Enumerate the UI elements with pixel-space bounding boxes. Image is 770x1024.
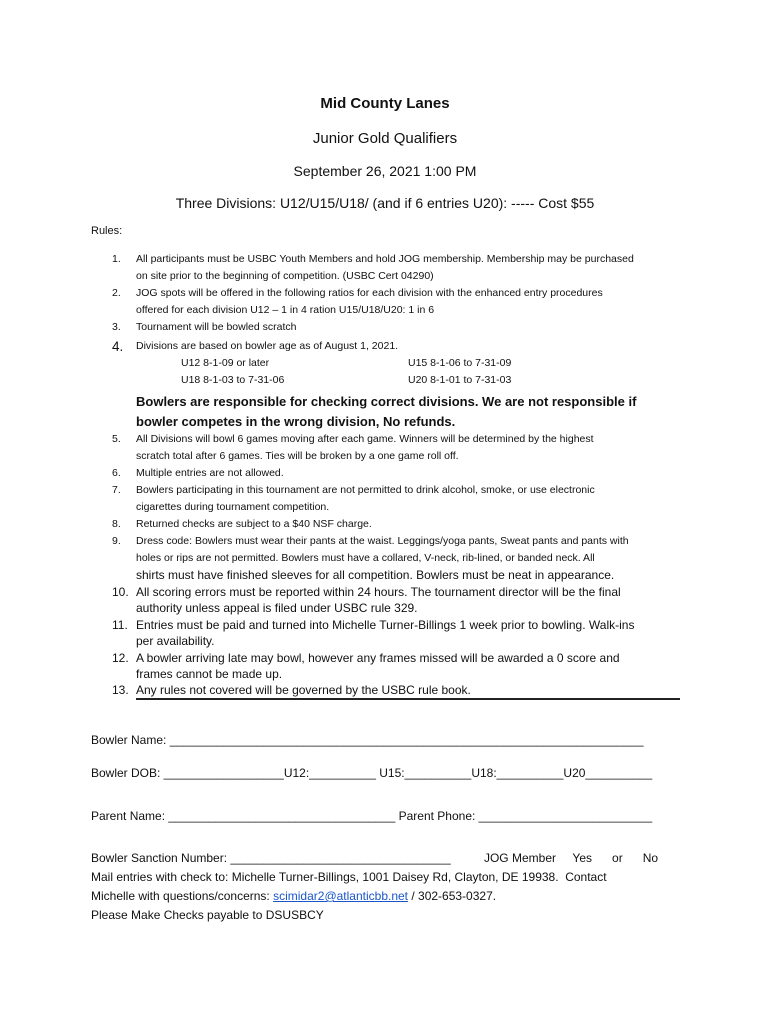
rule-number: 1. (112, 253, 121, 265)
rule-text: offered for each division U12 – 1 in 4 ration U15/U18/U20: 1 in 6 (136, 304, 435, 316)
rule-text: authority unless appeal is filed under USBC rule 329. (136, 601, 418, 615)
rule-text: Entries must be paid and turned into Michelle Turner-Billings 1 week prior to bowling. Walk-ins (136, 618, 635, 632)
section-divider (136, 698, 680, 700)
rule-number: 4. (112, 339, 124, 354)
age-division-u12: U12 8-1-09 or later (181, 357, 270, 369)
age-division-u20: U20 8-1-01 to 7-31-03 (408, 374, 512, 386)
rule-number: 8. (112, 518, 121, 530)
event-title: Mid County Lanes (320, 95, 450, 112)
bowler-dob-field[interactable]: Bowler DOB: __________________U12:__________ U15:__________U18:__________U20__________ (91, 766, 653, 780)
event-subtitle: Junior Gold Qualifiers (312, 130, 458, 147)
rule-text: scratch total after 6 games. Ties will be broken by a one game roll off. (136, 450, 459, 462)
sanction-jog-field[interactable]: Bowler Sanction Number: _________________________________ JOG Member Yes or No (91, 851, 659, 865)
rule-text: per availability. (136, 634, 215, 648)
rule-text: All Divisions will bowl 6 games moving after each game. Winners will be determined by the highest (136, 433, 594, 445)
rule-text: Multiple entries are not allowed. (136, 467, 284, 479)
rule-text: frames cannot be made up. (136, 667, 283, 681)
contact-prefix: Michelle with questions/concerns: (91, 889, 274, 903)
rule-number: 10. (112, 585, 129, 599)
mail-entries-text: Mail entries with check to: Michelle Turner-Billings, 1001 Daisey Rd, Clayton, DE 19938. Contact (91, 870, 607, 884)
rule-text: shirts must have finished sleeves for all competition. Bowlers must be neat in appearance. (136, 568, 615, 582)
rule-text: Tournament will be bowled scratch (136, 321, 297, 333)
rule-text: Divisions are based on bowler age as of August 1, 2021. (136, 340, 399, 352)
email-link[interactable]: scimidar2@atlanticbb.net (273, 889, 409, 903)
division-responsibility-note: Bowlers are responsible for checking correct divisions. We are not responsible if bowler competes in the wrong division, No refunds. (136, 394, 637, 429)
rule-text: Any rules not covered will be governed by the USBC rule book. (136, 683, 471, 697)
rule-text: Bowlers participating in this tournament are not permitted to drink alcohol, smoke, or use electronic (136, 484, 595, 496)
rule-text: A bowler arriving late may bowl, however any frames missed will be awarded a 0 score and (136, 651, 620, 665)
contact-phone: / 302-653-0327. (408, 889, 497, 903)
rule-text: All scoring errors must be reported within 24 hours. The tournament director will be the final (136, 585, 621, 599)
age-division-u15: U15 8-1-06 to 7-31-09 (408, 357, 512, 369)
rule-number: 12. (112, 651, 129, 665)
rule-text: Returned checks are subject to a $40 NSF charge. (136, 518, 372, 530)
rule-number: 7. (112, 484, 121, 496)
rule-number: 9. (112, 535, 121, 547)
rule-number: 5. (112, 433, 121, 445)
rules-label: Rules: (91, 225, 123, 237)
rule-number: 2. (112, 287, 121, 299)
rule-number: 6. (112, 467, 121, 479)
rule-text: Dress code: Bowlers must wear their pants at the waist. Leggings/yoga pants, Sweat pants and pants with (136, 535, 629, 547)
rule-text: cigarettes during tournament competition. (136, 501, 330, 513)
rule-text: JOG spots will be offered in the following ratios for each division with the enhanced entry procedures (136, 287, 603, 299)
rule-number: 3. (112, 321, 121, 333)
rule-text: on site prior to the beginning of competition. (USBC Cert 04290) (136, 270, 434, 282)
age-division-u18: U18 8-1-03 to 7-31-06 (181, 374, 285, 386)
rule-number: 11. (112, 618, 128, 632)
payable-note: Please Make Checks payable to DSUSBCY (91, 908, 324, 922)
event-date-time: September 26, 2021 1:00 PM (293, 163, 477, 179)
parent-name-phone-field[interactable]: Parent Name: __________________________________ Parent Phone: __________________________ (91, 809, 653, 823)
contact-line (91, 889, 496, 903)
rule-text: holes or rips are not permitted. Bowlers must have a collared, V-neck, rib-lined, or banded neck. All (136, 552, 595, 564)
bowler-name-field[interactable]: Bowler Name: _______________________________________________________________________ (91, 733, 644, 747)
divisions-cost: Three Divisions: U12/U15/U18/ (and if 6 entries U20): ----- Cost $55 (175, 195, 595, 211)
rule-number: 13. (112, 683, 129, 697)
rule-text: All participants must be USBC Youth Members and hold JOG membership. Membership may be purchased (136, 253, 634, 265)
